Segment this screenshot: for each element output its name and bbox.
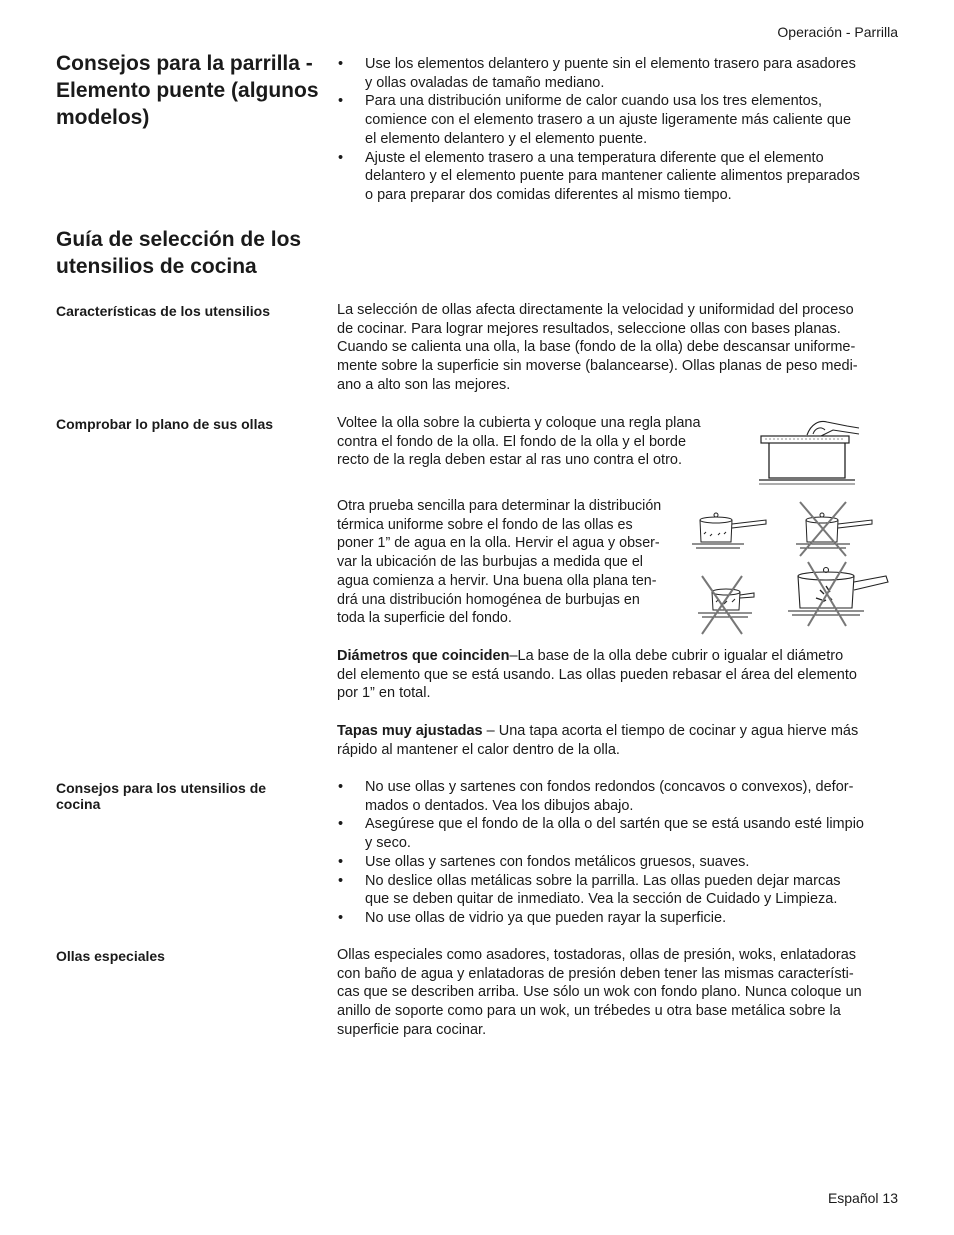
ruler-on-pot-illustration bbox=[755, 418, 867, 492]
list-item: • Use los elementos delantero y puente sin el elemento trasero para asadores y ollas ovaladas de tamaño mediano. bbox=[337, 55, 899, 92]
pot-icon bbox=[698, 589, 754, 617]
tight-lids-term: Tapas muy ajustadas bbox=[337, 723, 483, 739]
water-test-text: Otra prueba sencilla para determinar la distribución térmica uniforme sobre el fondo de las ollas es poner 1” de agua en la olla. Hervir el agua y obser- var la ubicación de las burbujas a medida que el agua comienza a hervir. Una buena olla plana ten- drá una distribución homogénea de burbujas en toda la superficie del fondo. bbox=[337, 498, 662, 627]
pot-icon bbox=[692, 513, 766, 548]
list-item: • Asegúrese que el fondo de la olla o del sartén que se está usando esté limpio y seco. bbox=[337, 815, 899, 852]
special-cookware-label: Ollas especiales bbox=[56, 948, 165, 964]
title-line: Guía de selección de los bbox=[56, 228, 302, 251]
ruler-test-text: Voltee la olla sobre la cubierta y coloque una regla plana contra el fondo de la olla. El fondo de la olla y el borde recto de la regla deben estar al ras uno contra el otro. bbox=[337, 415, 701, 469]
bridge-tips-title bbox=[56, 50, 319, 131]
matching-diameters-term: Diámetros que coinciden bbox=[337, 648, 510, 664]
running-header: Operación - Parrilla bbox=[777, 24, 898, 40]
title-line: Consejos para la parrilla - bbox=[56, 52, 313, 75]
cookware-tips-list bbox=[337, 778, 899, 928]
bridge-tips-list bbox=[337, 55, 899, 205]
list-item: • Para una distribución uniforme de calor cuando usa los tres elementos, comience con el elemento trasero a un ajuste ligeramente más caliente que el elemento delantero y el elemento puente. bbox=[337, 92, 899, 148]
title-line: utensilios de cocina bbox=[56, 255, 257, 278]
list-item: • Use ollas y sartenes con fondos metálicos gruesos, suaves. bbox=[337, 853, 899, 872]
cookware-guide-title bbox=[56, 226, 301, 280]
characteristics-text: La selección de ollas afecta directamente la velocidad y uniformidad del proceso de cocinar. Para lograr mejores resultados, seleccione ollas con bases planas. Cuando se calienta una olla, la base (fondo de la olla) debe descansar uniforme- mente sobre la superficie sin moverse (balancearse). Ollas planas de peso medi- ano a alto son las mejores. bbox=[337, 302, 858, 393]
list-item: • No use ollas de vidrio ya que pueden rayar la superficie. bbox=[337, 909, 899, 928]
list-item: • Ajuste el elemento trasero a una temperatura diferente que el elemento delantero y el elemento puente para mantener caliente alimentos preparados o para preparar dos comidas diferentes al mismo tiempo. bbox=[337, 149, 899, 205]
list-item: • No deslice ollas metálicas sobre la parrilla. Las ollas pueden dejar marcas que se deben quitar de inmediato. Vea la sección de Cuidado y Limpieza. bbox=[337, 872, 899, 909]
matching-diameters-text: Diámetros que coinciden–La base de la olla debe cubrir o igualar el diámetro del elemento que se está usando. Las ollas pueden rebasar el área del elemento por 1” en total. bbox=[337, 648, 857, 702]
cookware-tips-label: Consejos para los utensilios de cocina bbox=[56, 780, 267, 812]
characteristics-label: Características de los utensilios bbox=[56, 303, 270, 319]
boiling-pots-illustration bbox=[688, 500, 898, 638]
flatness-label: Comprobar lo plano de sus ollas bbox=[56, 416, 274, 432]
title-line: Elemento puente (algunos bbox=[56, 79, 319, 102]
cross-icon bbox=[702, 576, 742, 634]
tight-lids-text: Tapas muy ajustadas – Una tapa acorta el tiempo de cocinar y agua hierve más rápido al mantener el calor dentro de la olla. bbox=[337, 723, 859, 758]
page-footer: Español 13 bbox=[827, 1190, 898, 1206]
list-item: • No use ollas y sartenes con fondos redondos (concavos o convexos), defor- mados o dentados. Vea los dibujos abajo. bbox=[337, 778, 899, 815]
special-cookware-text: Ollas especiales como asadores, tostadoras, ollas de presión, woks, enlatadoras con baño de agua y enlatadoras de presión deben tener las mismas característi- cas que se describen arriba. Use sólo un wok con fondo plano. Nunca coloque un anillo de soporte como para un wok, un trébedes u otra base metálica sobre la superficie para cocinar. bbox=[337, 947, 862, 1038]
title-line: modelos) bbox=[56, 106, 150, 129]
